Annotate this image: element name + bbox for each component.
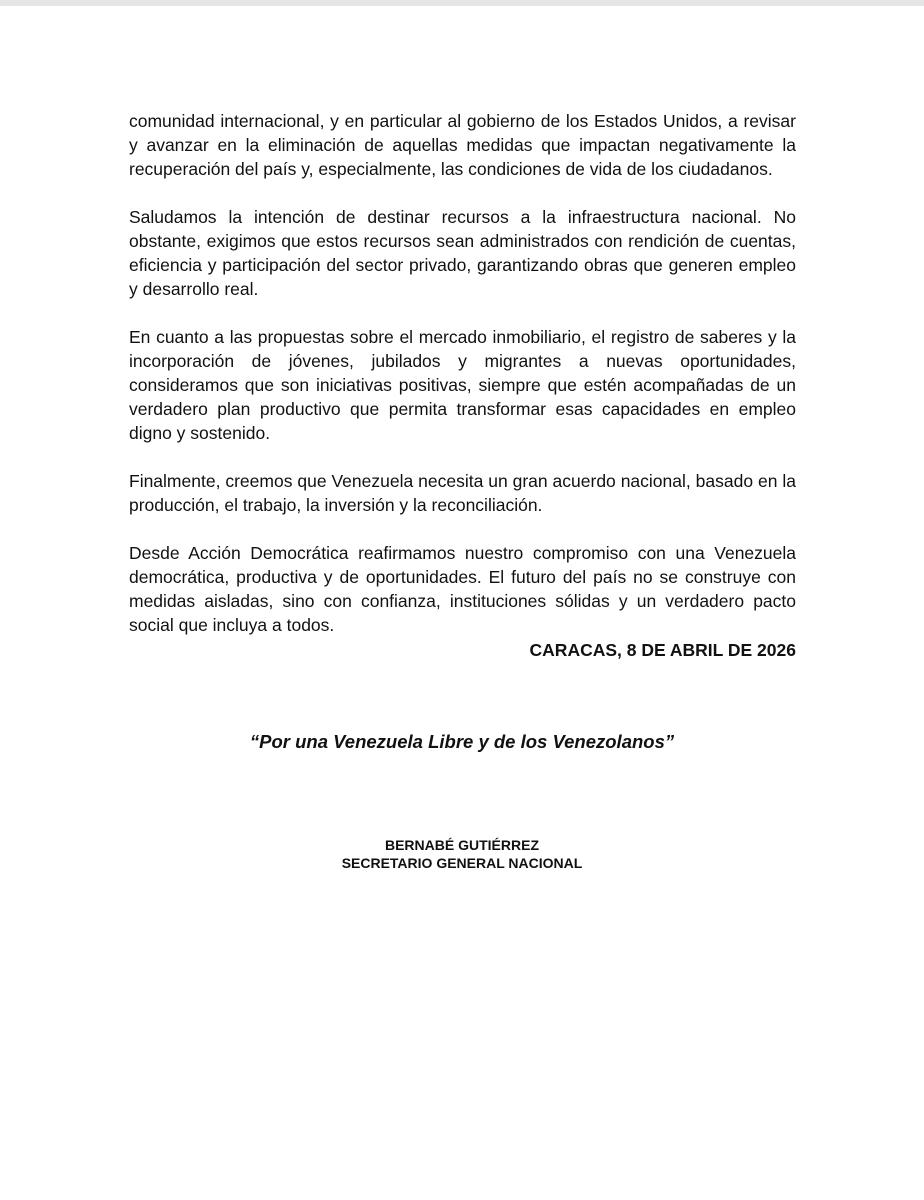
paragraph-5: Desde Acción Democrática reafirmamos nuestro compromiso con una Venezuela democrática, productiva y de oportunidades. El futuro del país no se construye con medidas aisladas, sino con confianza, instituciones sólidas y un verdadero pacto social que incluya a todos.	[129, 543, 796, 635]
signature-block	[0, 836, 924, 872]
motto: “Por una Venezuela Libre y de los Venezolanos”	[249, 731, 675, 752]
date-line: CARACAS, 8 DE ABRIL DE 2026	[529, 640, 796, 660]
paragraph-2: Saludamos la intención de destinar recursos a la infraestructura nacional. No obstante, exigimos que estos recursos sean administrados con rendición de cuentas, eficiencia y participación del sector privado, garantizando obras que generen empleo y desarrollo real.	[129, 207, 796, 299]
paragraph-1: comunidad internacional, y en particular al gobierno de los Estados Unidos, a revisar y avanzar en la eliminación de aquellas medidas que impactan negativamente la recuperación del país y, especialmente, las condiciones de vida de los ciudadanos.	[129, 111, 796, 179]
document-body	[129, 109, 796, 661]
paragraph-4: Finalmente, creemos que Venezuela necesita un gran acuerdo nacional, basado en la producción, el trabajo, la inversión y la reconciliación.	[129, 471, 796, 515]
paragraph-3: En cuanto a las propuestas sobre el mercado inmobiliario, el registro de saberes y la incorporación de jóvenes, jubilados y migrantes a nuevas oportunidades, consideramos que son iniciativas positivas, siempre que estén acompañadas de un verdadero plan productivo que permita transformar esas capacidades en empleo digno y sostenido.	[129, 327, 796, 443]
signatory-title: SECRETARIO GENERAL NACIONAL	[341, 855, 583, 871]
signatory-name: BERNABÉ GUTIÉRREZ	[384, 837, 539, 853]
